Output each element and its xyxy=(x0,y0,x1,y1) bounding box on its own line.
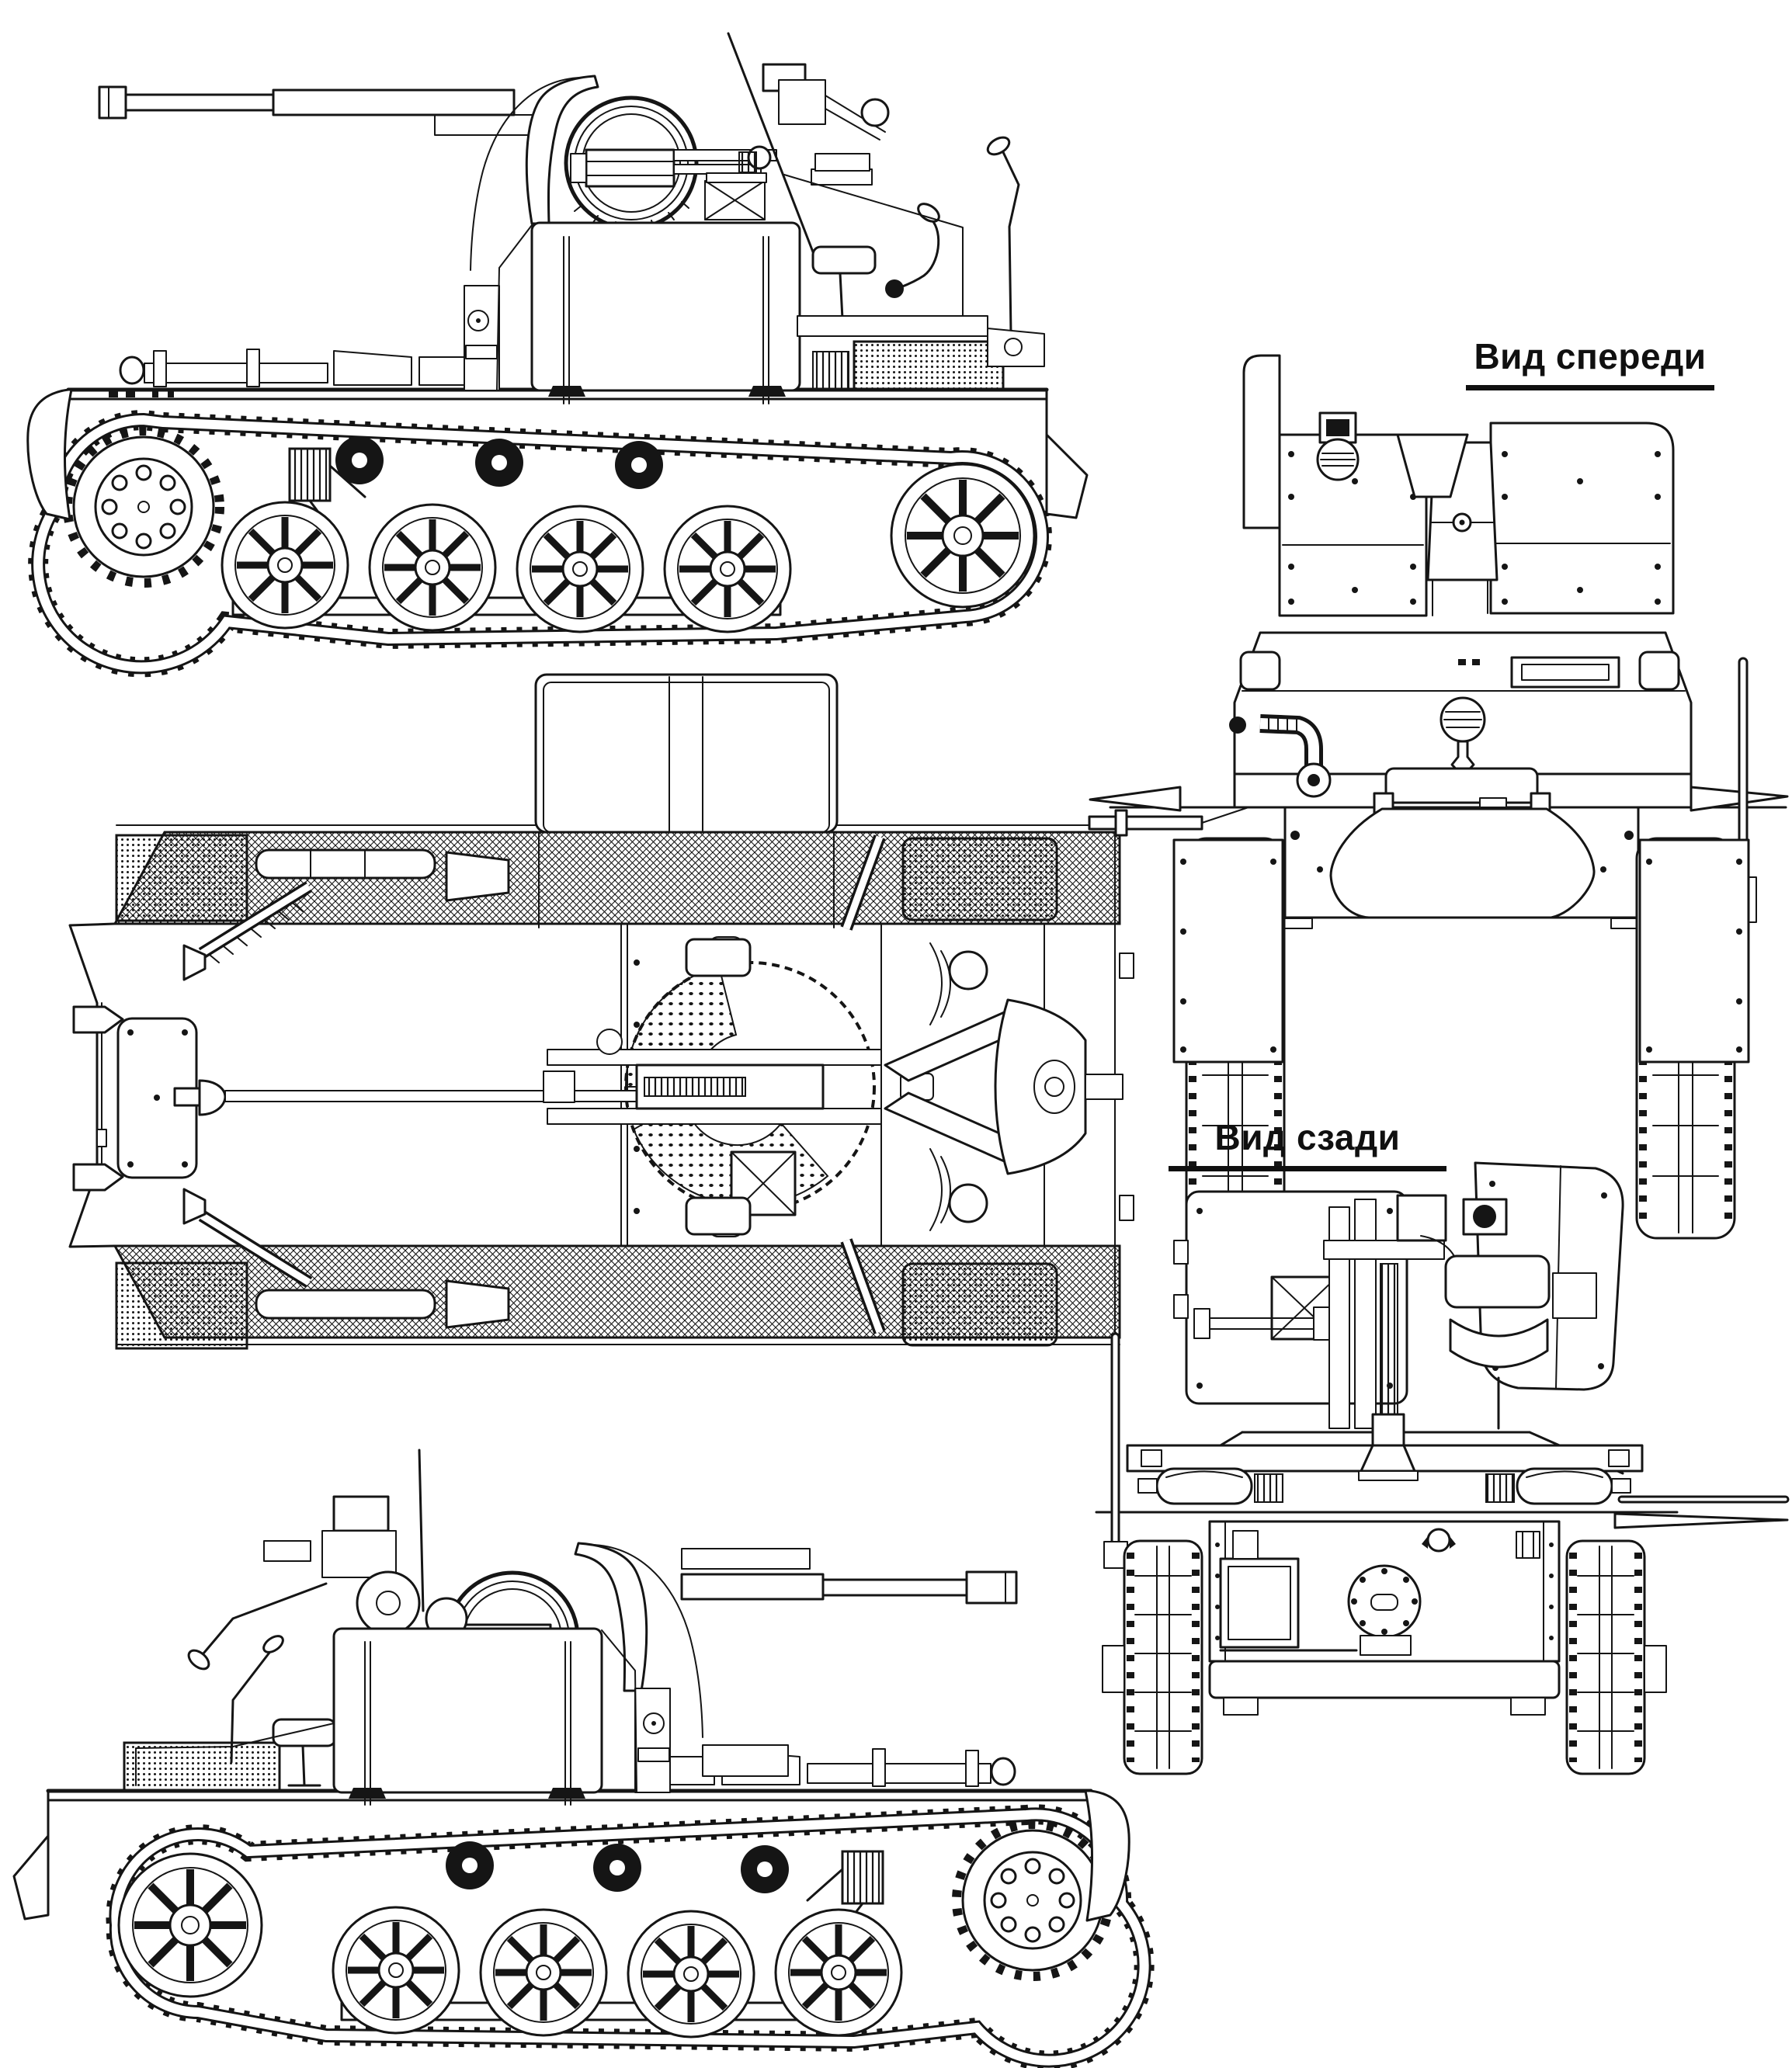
taillight xyxy=(1120,953,1134,978)
stowage-box xyxy=(703,1745,788,1776)
road-wheel xyxy=(628,1911,754,2037)
folding-stand xyxy=(705,173,766,220)
fuel-filler-cap xyxy=(950,1185,987,1222)
stowed-muffler xyxy=(256,850,435,878)
engine-deck xyxy=(797,316,1044,390)
engine-grille xyxy=(903,838,1057,920)
return-roller xyxy=(615,441,663,489)
fender-grille xyxy=(116,835,247,921)
periscope-hood xyxy=(1640,652,1679,689)
mudguard-plate xyxy=(1174,840,1283,1062)
road-wheel xyxy=(776,1910,901,2035)
fuel-filler-cap xyxy=(950,952,987,989)
tow-shackle xyxy=(74,1007,123,1032)
glacis-hatch-plate xyxy=(1386,769,1537,803)
rear-mudflap xyxy=(1047,435,1087,518)
exhaust-elbow xyxy=(1260,716,1330,796)
muzzle-brake xyxy=(967,1572,1016,1603)
coil-spring xyxy=(842,1851,883,1903)
front-view-caption: Вид спереди xyxy=(1466,335,1714,390)
taillight xyxy=(1120,1195,1134,1220)
return-roller xyxy=(335,436,384,484)
searchlight xyxy=(1318,413,1358,480)
shield-right-plate xyxy=(1491,423,1673,613)
antenna xyxy=(419,1450,423,1611)
rear-left-track xyxy=(1103,1541,1202,1774)
idler-wheel xyxy=(119,1854,262,1997)
antenna-rear xyxy=(1104,1334,1127,1568)
vent-louvre xyxy=(930,943,950,1025)
gun-barrel-tip xyxy=(1619,1497,1788,1502)
horn xyxy=(1229,717,1246,734)
crew-cab xyxy=(532,223,800,390)
road-wheel xyxy=(481,1910,606,2035)
return-roller xyxy=(446,1841,494,1889)
breech-block xyxy=(586,150,674,186)
rear-deck xyxy=(1096,1414,1788,1528)
crew-cab xyxy=(334,1629,602,1792)
hull-rear xyxy=(1210,1522,1559,1715)
front-shield xyxy=(1244,356,1673,616)
road-wheel xyxy=(370,505,495,630)
tow-hook xyxy=(1005,338,1022,356)
return-roller xyxy=(475,439,523,487)
gun-barrel xyxy=(126,95,273,110)
return-roller xyxy=(741,1845,789,1893)
seat-frame xyxy=(1446,1256,1549,1307)
muffler xyxy=(1157,1469,1252,1504)
rear-right-track xyxy=(1567,1541,1666,1774)
driver-visor xyxy=(1512,658,1619,687)
rear-view-caption: Вид сзади xyxy=(1169,1116,1446,1171)
lower-rear-plate xyxy=(1210,1661,1559,1698)
muzzle-brake xyxy=(99,87,126,118)
elevation-screw xyxy=(1380,1264,1398,1428)
muzzle-ring xyxy=(1116,810,1127,835)
winch-drum xyxy=(813,352,849,390)
side-view-gun-right xyxy=(14,1450,1144,2061)
top-plan-view xyxy=(70,675,1134,1348)
headlight xyxy=(1441,698,1485,776)
gun-sight xyxy=(334,1497,388,1531)
fender-board xyxy=(1615,1514,1787,1528)
front-nose-casting xyxy=(28,390,71,519)
rear-mudflap xyxy=(14,1836,48,1919)
gun-barrel xyxy=(823,1580,967,1595)
sight-body xyxy=(1398,1195,1446,1240)
headlamp xyxy=(120,357,144,383)
driver-plate xyxy=(464,225,532,390)
side-view-gun-left xyxy=(28,33,1087,667)
elevation-handwheel xyxy=(357,1572,419,1634)
road-wheel xyxy=(333,1907,459,2033)
coil-spring xyxy=(290,449,330,501)
ammo-box-plan xyxy=(686,939,750,976)
intake-grille xyxy=(124,1743,280,1791)
road-wheel xyxy=(517,506,643,632)
belly-mudflap xyxy=(1331,809,1594,918)
muzzle-brake-plan xyxy=(175,1088,200,1105)
control-lever xyxy=(885,200,942,298)
return-roller xyxy=(593,1844,641,1892)
periscope-hood xyxy=(1241,652,1280,689)
ammo-box-plan xyxy=(686,1198,750,1234)
shield-wing-plate xyxy=(1244,356,1280,528)
road-wheel xyxy=(222,502,348,628)
towing-eye xyxy=(1085,1074,1123,1099)
handwheel-plan xyxy=(597,1029,622,1054)
mudguard-plate xyxy=(1640,840,1749,1062)
front-view xyxy=(1089,356,1787,1238)
road-wheel xyxy=(665,506,790,632)
headlamp xyxy=(992,1758,1015,1785)
intake-grille xyxy=(854,342,1003,390)
rear-view xyxy=(1096,1163,1788,1774)
traverse-lever xyxy=(985,134,1019,334)
idler-wheel xyxy=(891,464,1034,607)
tow-shackle xyxy=(74,1164,123,1190)
muffler xyxy=(1517,1469,1612,1504)
